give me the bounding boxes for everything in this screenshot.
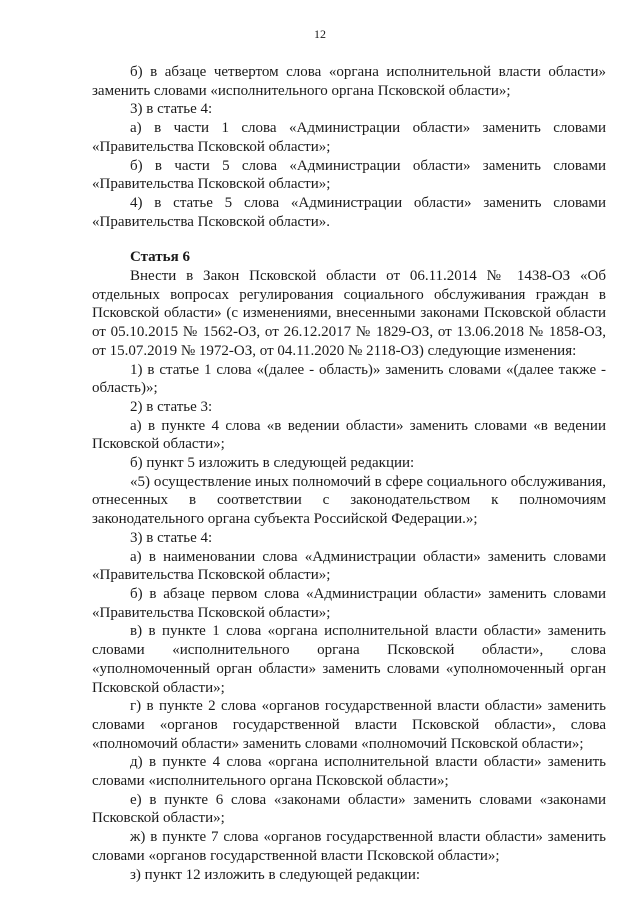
document-body [92,63,606,884]
paragraph: в) в пункте 1 слова «органа исполнительной власти области» заменить словами «исполнительного органа Псковской области», слова «уполномоченный орган области» заменить словами «уполномоченный орган Псковской области»; [92,623,606,696]
paragraph: 1) в статье 1 слова «(далее - область)» заменить словами «(далее также - область)»; [92,361,606,397]
page-number: 12 [314,27,326,41]
paragraph: Внести в Закон Псковской области от 06.11.2014 № 1438-ОЗ «Об отдельных вопросах регулирования социального обслуживания граждан в Псковской области» (с изменениями, внесенными законами Псковской области от 05.10.2015 № 1562-ОЗ, от 26.12.2017 № 1829-ОЗ, от 13.06.2018 № 1858-ОЗ, от 15.07.2019 № 1972-ОЗ, от 04.11.2020 № 2118-ОЗ) следующие изменения: [92,268,606,359]
paragraph: з) пункт 12 изложить в следующей редакции: [130,866,421,883]
paragraph: 2) в статье 3: [130,398,213,415]
paragraph: б) пункт 5 изложить в следующей редакции: [130,455,415,472]
paragraph: «5) осуществление иных полномочий в сфере социального обслуживания, отнесенных в соответствии с законодательством к полномочиям законодательного органа субъекта Российской Федерации.»; [92,473,606,528]
paragraph: е) в пункте 6 слова «законами области» заменить словами «законами Псковской области»; [92,791,606,827]
paragraph: б) в абзаце первом слова «Администрации области» заменить словами «Правительства Псковской области»; [92,585,606,621]
paragraph: д) в пункте 4 слова «органа исполнительной власти области» заменить словами «исполнительного органа Псковской области»; [92,754,606,790]
paragraph: 3) в статье 4: [130,529,213,546]
paragraph: г) в пункте 2 слова «органов государственной власти области» заменить словами «органов государственной власти Псковской области», слова «полномочий области» заменить словами «полномочий Псковской области»; [92,698,606,752]
paragraph: б) в абзаце четвертом слова «органа исполнительной власти области» заменить словами «исполнительного органа Псковской области»; [92,64,606,99]
paragraph: а) в наименовании слова «Администрации области» заменить словами «Правительства Псковской области»; [92,548,606,584]
paragraph: б) в части 5 слова «Администрации области» заменить словами «Правительства Псковской области»; [92,157,606,193]
paragraph: а) в пункте 4 слова «в ведении области» заменить словами «в ведении Псковской области»; [92,417,606,453]
paragraph: 3) в статье 4: [130,101,213,118]
paragraph: 4) в статье 5 слова «Администрации области» заменить словами «Правительства Псковской области». [92,194,606,230]
article-heading: Статья 6 [130,249,190,266]
paragraph: а) в части 1 слова «Администрации области» заменить словами «Правительства Псковской области»; [92,120,606,155]
paragraph: ж) в пункте 7 слова «органов государственной власти области» заменить словами «органов государственной власти Псковской области»; [92,829,606,864]
